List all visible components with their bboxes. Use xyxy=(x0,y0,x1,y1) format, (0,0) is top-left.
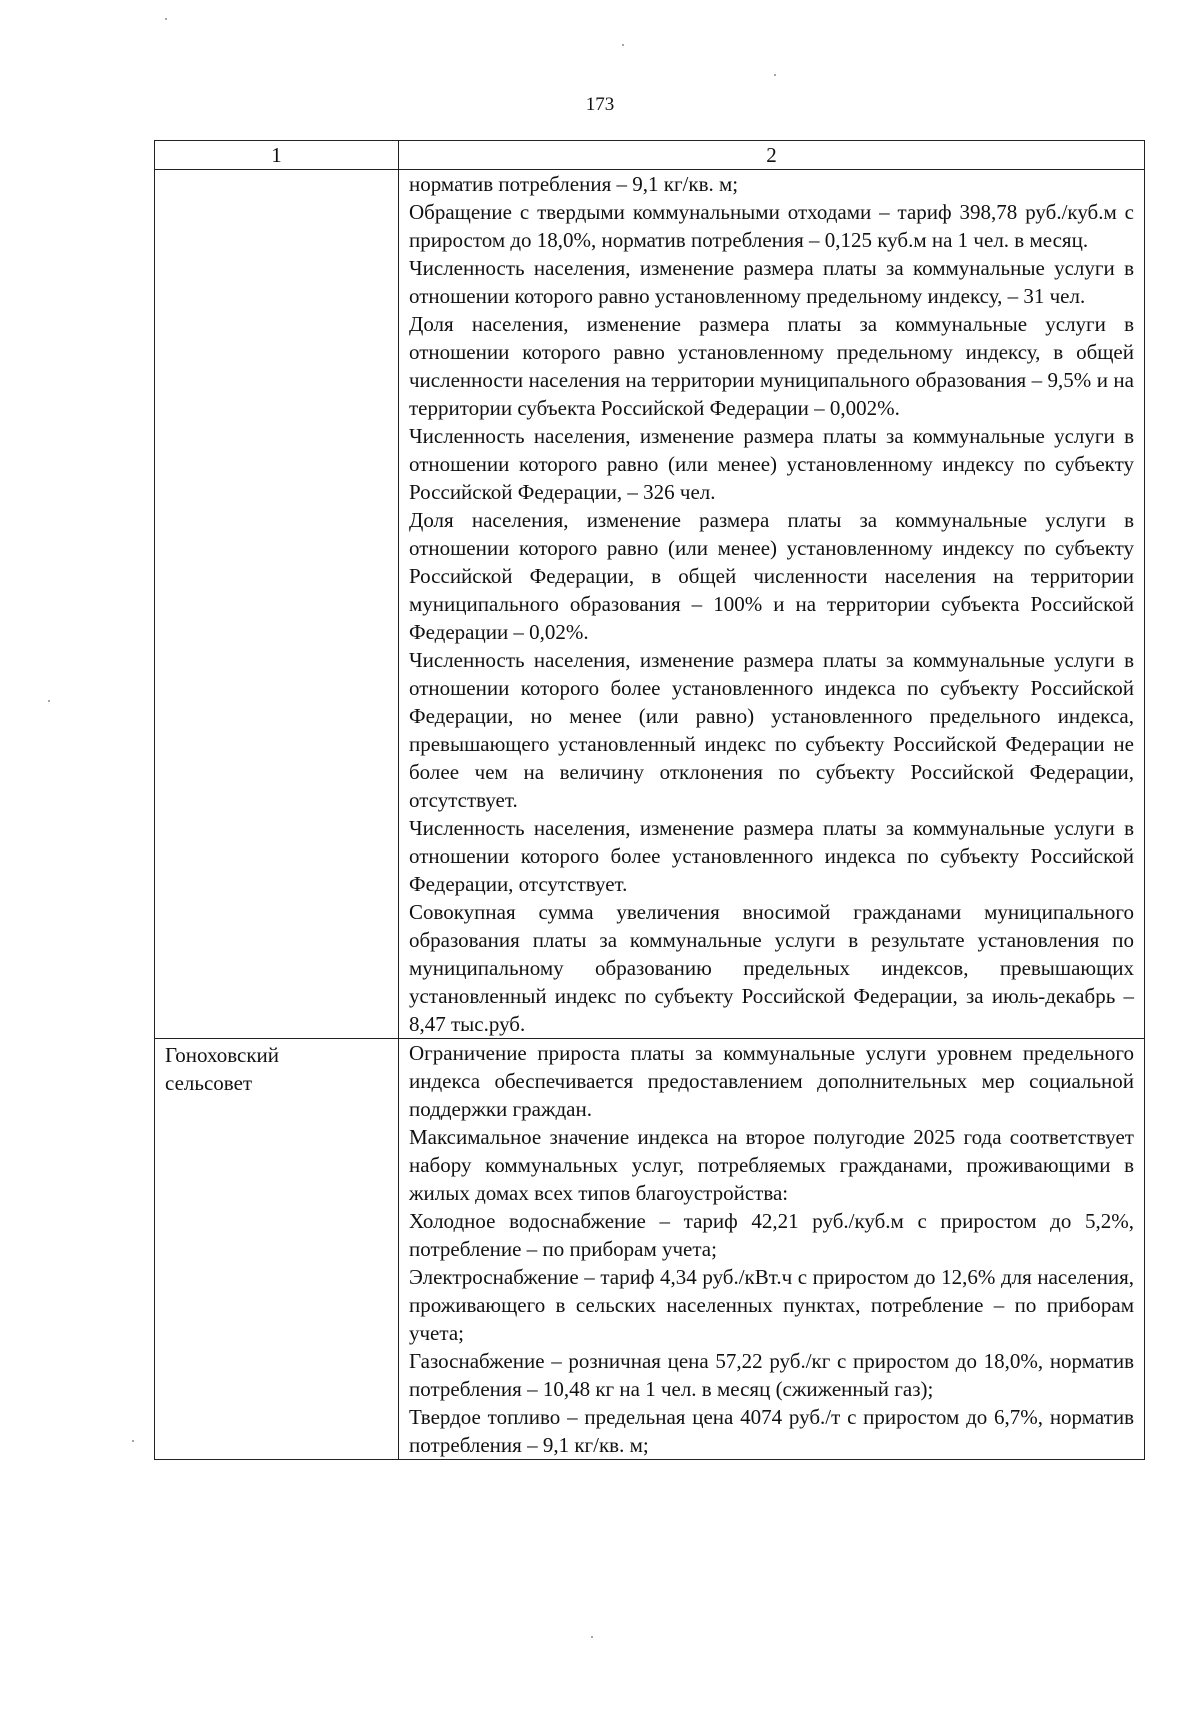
table-row xyxy=(155,170,1145,1039)
paragraph: Ограничение прироста платы за коммунальные услуги уровнем предельного индекса обеспечивается предоставлением дополнительных мер социальной поддержки граждан. xyxy=(409,1041,1134,1121)
scan-speck xyxy=(622,44,624,46)
paragraph: норматив потребления – 9,1 кг/кв. м; xyxy=(409,172,739,196)
row-1-municipality-cell xyxy=(155,170,399,1039)
paragraph: Твердое топливо – предельная цена 4074 руб./т с приростом до 6,7%, норматив потребления – 9,1 кг/кв. м; xyxy=(409,1405,1134,1457)
paragraph: Холодное водоснабжение – тариф 42,21 руб./куб.м с приростом до 5,2%, потребление – по приборам учета; xyxy=(409,1209,1134,1261)
paragraph: Совокупная сумма увеличения вносимой гражданами муниципального образования платы за коммунальные услуги в результате установления по муниципальному образованию предельных индексов, превышающих установленный индекс по субъекту Российской Федерации, за июль-декабрь – 8,47 тыс.руб. xyxy=(409,900,1134,1036)
column-header-2: 2 xyxy=(399,141,1145,170)
paragraph: Доля населения, изменение размера платы за коммунальные услуги в отношении которого равно (или менее) установленному индексу по субъекту Российской Федерации, в общей численности населения на территории муниципального образования – 100% и на территории субъекта Российской Федерации – 0,02%. xyxy=(409,508,1134,644)
document-table xyxy=(154,140,1145,1460)
page-number: 173 xyxy=(585,94,615,115)
row-2-description-cell xyxy=(399,1039,1145,1460)
paragraph: Численность населения, изменение размера платы за коммунальные услуги в отношении которого более установленного индекса по субъекту Российской Федерации, отсутствует. xyxy=(409,816,1134,896)
scan-speck xyxy=(165,18,167,20)
row-2-municipality-cell xyxy=(155,1039,399,1460)
scan-speck xyxy=(132,1440,134,1442)
municipality-name-line: сельсовет xyxy=(165,1071,253,1095)
scan-speck xyxy=(591,1636,593,1638)
scan-speck xyxy=(774,74,776,76)
paragraph: Обращение с твердыми коммунальными отходами – тариф 398,78 руб./куб.м с приростом до 18,0%, норматив потребления – 0,125 куб.м на 1 чел. в месяц. xyxy=(409,200,1134,252)
column-header-1: 1 xyxy=(155,141,399,170)
table-row xyxy=(155,1039,1145,1460)
paragraph: Доля населения, изменение размера платы за коммунальные услуги в отношении которого равно установленному предельному индексу, в общей численности населения на территории муниципального образования – 9,5% и на территории субъекта Российской Федерации – 0,002%. xyxy=(409,312,1134,420)
scan-speck xyxy=(48,700,50,702)
paragraph: Численность населения, изменение размера платы за коммунальные услуги в отношении которого равно установленному предельному индексу, – 31 чел. xyxy=(409,256,1134,308)
municipality-name-line: Гоноховский xyxy=(165,1043,280,1067)
table-header-row xyxy=(155,141,1145,170)
paragraph: Численность населения, изменение размера платы за коммунальные услуги в отношении которого более установленного индекса по субъекту Российской Федерации, но менее (или равно) установленного предельного индекса, превышающего установленный индекс по субъекту Российской Федерации не более чем на величину отклонения по субъекту Российской Федерации, отсутствует. xyxy=(409,648,1134,812)
paragraph: Численность населения, изменение размера платы за коммунальные услуги в отношении которого равно (или менее) установленному индексу по субъекту Российской Федерации, – 326 чел. xyxy=(409,424,1134,504)
paragraph: Электроснабжение – тариф 4,34 руб./кВт.ч с приростом до 12,6% для населения, проживающего в сельских населенных пунктах, потребление – по приборам учета; xyxy=(409,1265,1134,1345)
row-1-description-cell xyxy=(399,170,1145,1039)
paragraph: Максимальное значение индекса на второе полугодие 2025 года соответствует набору коммунальных услуг, потребляемых гражданами, проживающими в жилых домах всех типов благоустройства: xyxy=(409,1125,1134,1205)
paragraph: Газоснабжение – розничная цена 57,22 руб./кг с приростом до 18,0%, норматив потребления – 10,48 кг на 1 чел. в месяц (сжиженный газ); xyxy=(409,1349,1134,1401)
